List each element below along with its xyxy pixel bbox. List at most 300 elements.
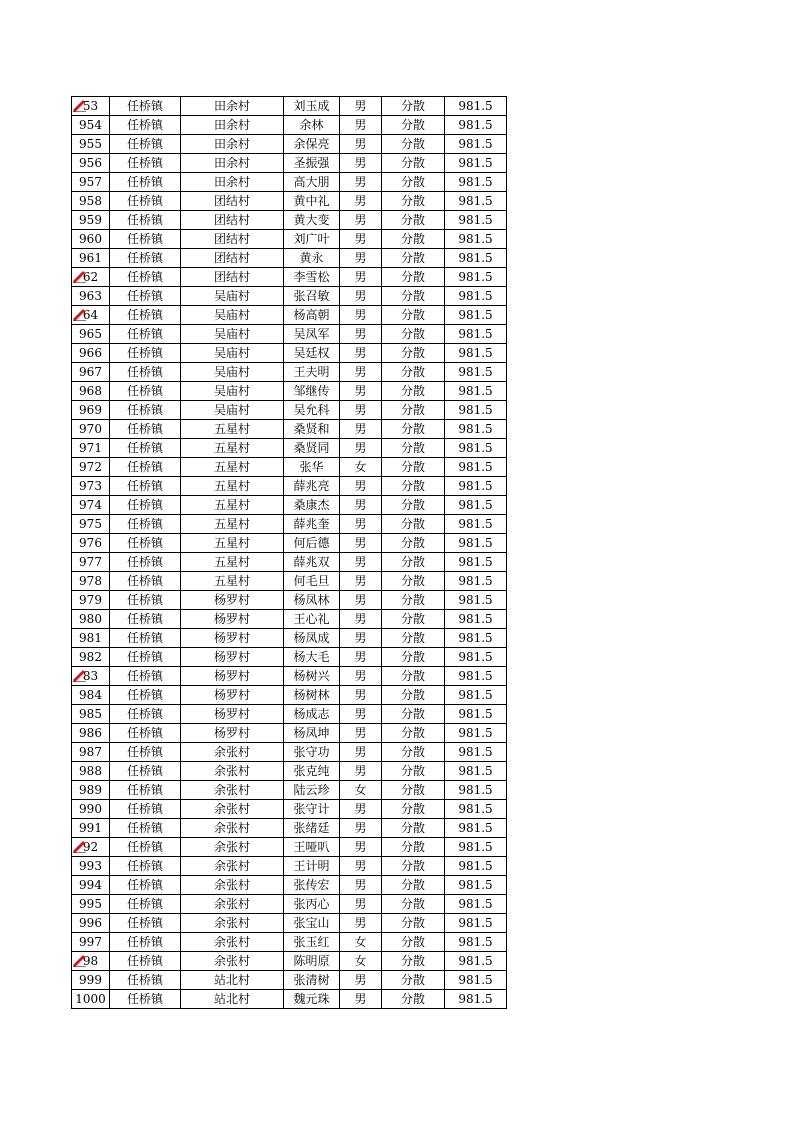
town-cell[interactable]: 任桥镇 <box>110 306 181 325</box>
support-type-cell[interactable]: 分散 <box>382 325 445 344</box>
amount-cell[interactable]: 981.5 <box>445 553 507 572</box>
row-number-cell[interactable]: 981 <box>72 629 110 648</box>
amount-cell[interactable]: 981.5 <box>445 952 507 971</box>
gender-cell[interactable]: 男 <box>340 268 382 287</box>
support-type-cell[interactable]: 分散 <box>382 857 445 876</box>
gender-cell[interactable]: 男 <box>340 990 382 1009</box>
gender-cell[interactable]: 男 <box>340 553 382 572</box>
row-number-cell[interactable]: 969 <box>72 401 110 420</box>
support-type-cell[interactable]: 分散 <box>382 268 445 287</box>
town-cell[interactable]: 任桥镇 <box>110 211 181 230</box>
town-cell[interactable]: 任桥镇 <box>110 876 181 895</box>
gender-cell[interactable]: 男 <box>340 515 382 534</box>
village-cell[interactable]: 余张村 <box>181 952 284 971</box>
support-type-cell[interactable]: 分散 <box>382 819 445 838</box>
amount-cell[interactable]: 981.5 <box>445 838 507 857</box>
row-number-cell[interactable]: 987 <box>72 743 110 762</box>
gender-cell[interactable]: 男 <box>340 325 382 344</box>
row-number-cell[interactable]: 961 <box>72 249 110 268</box>
gender-cell[interactable]: 女 <box>340 458 382 477</box>
town-cell[interactable]: 任桥镇 <box>110 515 181 534</box>
amount-cell[interactable]: 981.5 <box>445 97 507 116</box>
town-cell[interactable]: 任桥镇 <box>110 838 181 857</box>
village-cell[interactable]: 团结村 <box>181 249 284 268</box>
gender-cell[interactable]: 女 <box>340 933 382 952</box>
person-name-cell[interactable]: 圣振强 <box>284 154 340 173</box>
amount-cell[interactable]: 981.5 <box>445 325 507 344</box>
person-name-cell[interactable]: 张守计 <box>284 800 340 819</box>
gender-cell[interactable]: 男 <box>340 610 382 629</box>
town-cell[interactable]: 任桥镇 <box>110 97 181 116</box>
gender-cell[interactable]: 男 <box>340 211 382 230</box>
gender-cell[interactable]: 男 <box>340 363 382 382</box>
row-number-cell[interactable]: 986 <box>72 724 110 743</box>
support-type-cell[interactable]: 分散 <box>382 895 445 914</box>
village-cell[interactable]: 余张村 <box>181 800 284 819</box>
row-number-cell[interactable]: 954 <box>72 116 110 135</box>
village-cell[interactable]: 五星村 <box>181 439 284 458</box>
support-type-cell[interactable]: 分散 <box>382 211 445 230</box>
row-number-cell[interactable] <box>72 306 110 325</box>
village-cell[interactable]: 五星村 <box>181 515 284 534</box>
amount-cell[interactable]: 981.5 <box>445 496 507 515</box>
town-cell[interactable]: 任桥镇 <box>110 363 181 382</box>
row-number-cell[interactable]: 958 <box>72 192 110 211</box>
town-cell[interactable]: 任桥镇 <box>110 591 181 610</box>
person-name-cell[interactable]: 桑贤同 <box>284 439 340 458</box>
amount-cell[interactable]: 981.5 <box>445 173 507 192</box>
amount-cell[interactable]: 981.5 <box>445 420 507 439</box>
amount-cell[interactable]: 981.5 <box>445 857 507 876</box>
support-type-cell[interactable]: 分散 <box>382 116 445 135</box>
amount-cell[interactable]: 981.5 <box>445 268 507 287</box>
amount-cell[interactable]: 981.5 <box>445 230 507 249</box>
amount-cell[interactable]: 981.5 <box>445 287 507 306</box>
amount-cell[interactable]: 981.5 <box>445 249 507 268</box>
person-name-cell[interactable]: 薛兆亮 <box>284 477 340 496</box>
village-cell[interactable]: 五星村 <box>181 420 284 439</box>
row-number-cell[interactable] <box>72 667 110 686</box>
gender-cell[interactable]: 男 <box>340 192 382 211</box>
town-cell[interactable]: 任桥镇 <box>110 743 181 762</box>
town-cell[interactable]: 任桥镇 <box>110 781 181 800</box>
gender-cell[interactable]: 男 <box>340 135 382 154</box>
village-cell[interactable]: 吴庙村 <box>181 344 284 363</box>
gender-cell[interactable]: 男 <box>340 591 382 610</box>
person-name-cell[interactable]: 张传宏 <box>284 876 340 895</box>
village-cell[interactable]: 团结村 <box>181 211 284 230</box>
amount-cell[interactable]: 981.5 <box>445 610 507 629</box>
person-name-cell[interactable]: 杨高朝 <box>284 306 340 325</box>
amount-cell[interactable]: 981.5 <box>445 781 507 800</box>
support-type-cell[interactable]: 分散 <box>382 610 445 629</box>
gender-cell[interactable]: 男 <box>340 534 382 553</box>
support-type-cell[interactable]: 分散 <box>382 382 445 401</box>
person-name-cell[interactable]: 薛兆奎 <box>284 515 340 534</box>
support-type-cell[interactable]: 分散 <box>382 838 445 857</box>
gender-cell[interactable]: 男 <box>340 895 382 914</box>
support-type-cell[interactable]: 分散 <box>382 572 445 591</box>
gender-cell[interactable]: 女 <box>340 952 382 971</box>
gender-cell[interactable]: 男 <box>340 629 382 648</box>
person-name-cell[interactable]: 杨凤坤 <box>284 724 340 743</box>
village-cell[interactable]: 吴庙村 <box>181 382 284 401</box>
gender-cell[interactable]: 男 <box>340 724 382 743</box>
row-number-cell[interactable]: 970 <box>72 420 110 439</box>
town-cell[interactable]: 任桥镇 <box>110 990 181 1009</box>
row-number-cell[interactable]: 973 <box>72 477 110 496</box>
village-cell[interactable]: 站北村 <box>181 971 284 990</box>
gender-cell[interactable]: 男 <box>340 686 382 705</box>
person-name-cell[interactable]: 张清树 <box>284 971 340 990</box>
support-type-cell[interactable]: 分散 <box>382 135 445 154</box>
gender-cell[interactable]: 男 <box>340 743 382 762</box>
person-name-cell[interactable]: 桑贤和 <box>284 420 340 439</box>
row-number-cell[interactable]: 995 <box>72 895 110 914</box>
town-cell[interactable]: 任桥镇 <box>110 800 181 819</box>
support-type-cell[interactable]: 分散 <box>382 363 445 382</box>
support-type-cell[interactable]: 分散 <box>382 990 445 1009</box>
gender-cell[interactable]: 男 <box>340 287 382 306</box>
support-type-cell[interactable]: 分散 <box>382 705 445 724</box>
support-type-cell[interactable]: 分散 <box>382 287 445 306</box>
amount-cell[interactable]: 981.5 <box>445 116 507 135</box>
row-number-cell[interactable]: 989 <box>72 781 110 800</box>
person-name-cell[interactable]: 刘玉成 <box>284 97 340 116</box>
gender-cell[interactable]: 男 <box>340 762 382 781</box>
amount-cell[interactable]: 981.5 <box>445 990 507 1009</box>
village-cell[interactable]: 团结村 <box>181 268 284 287</box>
row-number-cell[interactable]: 988 <box>72 762 110 781</box>
amount-cell[interactable]: 981.5 <box>445 762 507 781</box>
support-type-cell[interactable]: 分散 <box>382 154 445 173</box>
person-name-cell[interactable]: 黄大变 <box>284 211 340 230</box>
row-number-cell[interactable] <box>72 838 110 857</box>
town-cell[interactable]: 任桥镇 <box>110 895 181 914</box>
village-cell[interactable]: 五星村 <box>181 534 284 553</box>
support-type-cell[interactable]: 分散 <box>382 914 445 933</box>
amount-cell[interactable]: 981.5 <box>445 629 507 648</box>
row-number-cell[interactable]: 957 <box>72 173 110 192</box>
person-name-cell[interactable]: 何后德 <box>284 534 340 553</box>
town-cell[interactable]: 任桥镇 <box>110 705 181 724</box>
person-name-cell[interactable]: 薛兆双 <box>284 553 340 572</box>
amount-cell[interactable]: 981.5 <box>445 800 507 819</box>
town-cell[interactable]: 任桥镇 <box>110 401 181 420</box>
village-cell[interactable]: 杨罗村 <box>181 686 284 705</box>
support-type-cell[interactable]: 分散 <box>382 876 445 895</box>
person-name-cell[interactable]: 杨大毛 <box>284 648 340 667</box>
gender-cell[interactable]: 男 <box>340 705 382 724</box>
town-cell[interactable]: 任桥镇 <box>110 382 181 401</box>
amount-cell[interactable]: 981.5 <box>445 515 507 534</box>
support-type-cell[interactable]: 分散 <box>382 496 445 515</box>
person-name-cell[interactable]: 张召敏 <box>284 287 340 306</box>
gender-cell[interactable]: 男 <box>340 230 382 249</box>
person-name-cell[interactable]: 杨树兴 <box>284 667 340 686</box>
village-cell[interactable]: 杨罗村 <box>181 610 284 629</box>
town-cell[interactable]: 任桥镇 <box>110 458 181 477</box>
village-cell[interactable]: 站北村 <box>181 990 284 1009</box>
row-number-cell[interactable]: 968 <box>72 382 110 401</box>
support-type-cell[interactable]: 分散 <box>382 230 445 249</box>
town-cell[interactable]: 任桥镇 <box>110 572 181 591</box>
amount-cell[interactable]: 981.5 <box>445 876 507 895</box>
row-number-cell[interactable]: 976 <box>72 534 110 553</box>
village-cell[interactable]: 吴庙村 <box>181 325 284 344</box>
person-name-cell[interactable]: 邹继传 <box>284 382 340 401</box>
village-cell[interactable]: 吴庙村 <box>181 306 284 325</box>
person-name-cell[interactable]: 张宝山 <box>284 914 340 933</box>
town-cell[interactable]: 任桥镇 <box>110 648 181 667</box>
town-cell[interactable]: 任桥镇 <box>110 135 181 154</box>
village-cell[interactable]: 田余村 <box>181 97 284 116</box>
support-type-cell[interactable]: 分散 <box>382 173 445 192</box>
village-cell[interactable]: 田余村 <box>181 135 284 154</box>
village-cell[interactable]: 五星村 <box>181 458 284 477</box>
amount-cell[interactable]: 981.5 <box>445 344 507 363</box>
row-number-cell[interactable]: 955 <box>72 135 110 154</box>
row-number-cell[interactable]: 993 <box>72 857 110 876</box>
village-cell[interactable]: 余张村 <box>181 857 284 876</box>
village-cell[interactable]: 余张村 <box>181 933 284 952</box>
town-cell[interactable]: 任桥镇 <box>110 914 181 933</box>
gender-cell[interactable]: 男 <box>340 971 382 990</box>
town-cell[interactable]: 任桥镇 <box>110 667 181 686</box>
support-type-cell[interactable]: 分散 <box>382 952 445 971</box>
support-type-cell[interactable]: 分散 <box>382 192 445 211</box>
village-cell[interactable]: 余张村 <box>181 895 284 914</box>
town-cell[interactable]: 任桥镇 <box>110 952 181 971</box>
row-number-cell[interactable]: 996 <box>72 914 110 933</box>
amount-cell[interactable]: 981.5 <box>445 971 507 990</box>
gender-cell[interactable]: 男 <box>340 306 382 325</box>
town-cell[interactable]: 任桥镇 <box>110 762 181 781</box>
person-name-cell[interactable]: 吴允科 <box>284 401 340 420</box>
row-number-cell[interactable]: 984 <box>72 686 110 705</box>
town-cell[interactable]: 任桥镇 <box>110 192 181 211</box>
person-name-cell[interactable]: 王计明 <box>284 857 340 876</box>
town-cell[interactable]: 任桥镇 <box>110 287 181 306</box>
town-cell[interactable]: 任桥镇 <box>110 496 181 515</box>
village-cell[interactable]: 杨罗村 <box>181 705 284 724</box>
row-number-cell[interactable]: 1000 <box>72 990 110 1009</box>
person-name-cell[interactable]: 张克纯 <box>284 762 340 781</box>
village-cell[interactable]: 余张村 <box>181 876 284 895</box>
person-name-cell[interactable]: 余林 <box>284 116 340 135</box>
town-cell[interactable]: 任桥镇 <box>110 724 181 743</box>
village-cell[interactable]: 余张村 <box>181 819 284 838</box>
village-cell[interactable]: 五星村 <box>181 496 284 515</box>
support-type-cell[interactable]: 分散 <box>382 686 445 705</box>
support-type-cell[interactable]: 分散 <box>382 420 445 439</box>
row-number-cell[interactable] <box>72 952 110 971</box>
town-cell[interactable]: 任桥镇 <box>110 116 181 135</box>
gender-cell[interactable]: 男 <box>340 876 382 895</box>
support-type-cell[interactable]: 分散 <box>382 933 445 952</box>
gender-cell[interactable]: 男 <box>340 914 382 933</box>
person-name-cell[interactable]: 张玉红 <box>284 933 340 952</box>
town-cell[interactable]: 任桥镇 <box>110 173 181 192</box>
village-cell[interactable]: 吴庙村 <box>181 363 284 382</box>
row-number-cell[interactable]: 997 <box>72 933 110 952</box>
person-name-cell[interactable]: 张绪廷 <box>284 819 340 838</box>
town-cell[interactable]: 任桥镇 <box>110 933 181 952</box>
village-cell[interactable]: 余张村 <box>181 914 284 933</box>
row-number-cell[interactable]: 956 <box>72 154 110 173</box>
gender-cell[interactable]: 女 <box>340 781 382 800</box>
town-cell[interactable]: 任桥镇 <box>110 230 181 249</box>
gender-cell[interactable]: 男 <box>340 382 382 401</box>
person-name-cell[interactable]: 王心礼 <box>284 610 340 629</box>
amount-cell[interactable]: 981.5 <box>445 667 507 686</box>
town-cell[interactable]: 任桥镇 <box>110 268 181 287</box>
person-name-cell[interactable]: 张华 <box>284 458 340 477</box>
gender-cell[interactable]: 男 <box>340 249 382 268</box>
row-number-cell[interactable]: 975 <box>72 515 110 534</box>
amount-cell[interactable]: 981.5 <box>445 895 507 914</box>
town-cell[interactable]: 任桥镇 <box>110 420 181 439</box>
village-cell[interactable]: 田余村 <box>181 154 284 173</box>
support-type-cell[interactable]: 分散 <box>382 724 445 743</box>
row-number-cell[interactable]: 982 <box>72 648 110 667</box>
amount-cell[interactable]: 981.5 <box>445 591 507 610</box>
village-cell[interactable]: 余张村 <box>181 743 284 762</box>
gender-cell[interactable]: 男 <box>340 838 382 857</box>
village-cell[interactable]: 田余村 <box>181 116 284 135</box>
amount-cell[interactable]: 981.5 <box>445 363 507 382</box>
row-number-cell[interactable]: 979 <box>72 591 110 610</box>
row-number-cell[interactable]: 978 <box>72 572 110 591</box>
town-cell[interactable]: 任桥镇 <box>110 325 181 344</box>
support-type-cell[interactable]: 分散 <box>382 667 445 686</box>
amount-cell[interactable]: 981.5 <box>445 135 507 154</box>
row-number-cell[interactable] <box>72 97 110 116</box>
support-type-cell[interactable]: 分散 <box>382 762 445 781</box>
gender-cell[interactable]: 男 <box>340 420 382 439</box>
town-cell[interactable]: 任桥镇 <box>110 971 181 990</box>
amount-cell[interactable]: 981.5 <box>445 192 507 211</box>
gender-cell[interactable]: 男 <box>340 97 382 116</box>
row-number-cell[interactable]: 967 <box>72 363 110 382</box>
village-cell[interactable]: 团结村 <box>181 230 284 249</box>
person-name-cell[interactable]: 李雪松 <box>284 268 340 287</box>
person-name-cell[interactable]: 杨树林 <box>284 686 340 705</box>
village-cell[interactable]: 五星村 <box>181 572 284 591</box>
amount-cell[interactable]: 981.5 <box>445 477 507 496</box>
town-cell[interactable]: 任桥镇 <box>110 477 181 496</box>
person-name-cell[interactable]: 吴廷权 <box>284 344 340 363</box>
row-number-cell[interactable]: 991 <box>72 819 110 838</box>
person-name-cell[interactable]: 杨成志 <box>284 705 340 724</box>
support-type-cell[interactable]: 分散 <box>382 591 445 610</box>
person-name-cell[interactable]: 王夫明 <box>284 363 340 382</box>
person-name-cell[interactable]: 杨凤林 <box>284 591 340 610</box>
amount-cell[interactable]: 981.5 <box>445 686 507 705</box>
village-cell[interactable]: 余张村 <box>181 762 284 781</box>
person-name-cell[interactable]: 何毛旦 <box>284 572 340 591</box>
support-type-cell[interactable]: 分散 <box>382 629 445 648</box>
town-cell[interactable]: 任桥镇 <box>110 553 181 572</box>
gender-cell[interactable]: 男 <box>340 857 382 876</box>
gender-cell[interactable]: 男 <box>340 154 382 173</box>
person-name-cell[interactable]: 刘广叶 <box>284 230 340 249</box>
row-number-cell[interactable]: 980 <box>72 610 110 629</box>
amount-cell[interactable]: 981.5 <box>445 306 507 325</box>
row-number-cell[interactable]: 972 <box>72 458 110 477</box>
row-number-cell[interactable] <box>72 268 110 287</box>
amount-cell[interactable]: 981.5 <box>445 458 507 477</box>
support-type-cell[interactable]: 分散 <box>382 781 445 800</box>
gender-cell[interactable]: 男 <box>340 477 382 496</box>
person-name-cell[interactable]: 杨凤成 <box>284 629 340 648</box>
support-type-cell[interactable]: 分散 <box>382 344 445 363</box>
row-number-cell[interactable]: 959 <box>72 211 110 230</box>
gender-cell[interactable]: 男 <box>340 667 382 686</box>
amount-cell[interactable]: 981.5 <box>445 572 507 591</box>
row-number-cell[interactable]: 960 <box>72 230 110 249</box>
person-name-cell[interactable]: 陆云珍 <box>284 781 340 800</box>
person-name-cell[interactable]: 黄中礼 <box>284 192 340 211</box>
support-type-cell[interactable]: 分散 <box>382 401 445 420</box>
gender-cell[interactable]: 男 <box>340 819 382 838</box>
support-type-cell[interactable]: 分散 <box>382 477 445 496</box>
town-cell[interactable]: 任桥镇 <box>110 439 181 458</box>
amount-cell[interactable]: 981.5 <box>445 724 507 743</box>
town-cell[interactable]: 任桥镇 <box>110 857 181 876</box>
amount-cell[interactable]: 981.5 <box>445 648 507 667</box>
town-cell[interactable]: 任桥镇 <box>110 534 181 553</box>
row-number-cell[interactable]: 985 <box>72 705 110 724</box>
amount-cell[interactable]: 981.5 <box>445 914 507 933</box>
person-name-cell[interactable]: 魏元珠 <box>284 990 340 1009</box>
amount-cell[interactable]: 981.5 <box>445 211 507 230</box>
row-number-cell[interactable]: 974 <box>72 496 110 515</box>
amount-cell[interactable]: 981.5 <box>445 439 507 458</box>
gender-cell[interactable]: 男 <box>340 496 382 515</box>
village-cell[interactable]: 余张村 <box>181 838 284 857</box>
gender-cell[interactable]: 男 <box>340 572 382 591</box>
town-cell[interactable]: 任桥镇 <box>110 154 181 173</box>
amount-cell[interactable]: 981.5 <box>445 382 507 401</box>
town-cell[interactable]: 任桥镇 <box>110 610 181 629</box>
support-type-cell[interactable]: 分散 <box>382 306 445 325</box>
support-type-cell[interactable]: 分散 <box>382 800 445 819</box>
support-type-cell[interactable]: 分散 <box>382 743 445 762</box>
row-number-cell[interactable]: 971 <box>72 439 110 458</box>
village-cell[interactable]: 团结村 <box>181 192 284 211</box>
amount-cell[interactable]: 981.5 <box>445 534 507 553</box>
village-cell[interactable]: 吴庙村 <box>181 287 284 306</box>
person-name-cell[interactable]: 桑康杰 <box>284 496 340 515</box>
town-cell[interactable]: 任桥镇 <box>110 819 181 838</box>
support-type-cell[interactable]: 分散 <box>382 439 445 458</box>
person-name-cell[interactable]: 陈明原 <box>284 952 340 971</box>
support-type-cell[interactable]: 分散 <box>382 458 445 477</box>
gender-cell[interactable]: 男 <box>340 648 382 667</box>
row-number-cell[interactable]: 963 <box>72 287 110 306</box>
support-type-cell[interactable]: 分散 <box>382 648 445 667</box>
support-type-cell[interactable]: 分散 <box>382 515 445 534</box>
row-number-cell[interactable]: 999 <box>72 971 110 990</box>
gender-cell[interactable]: 男 <box>340 401 382 420</box>
support-type-cell[interactable]: 分散 <box>382 97 445 116</box>
village-cell[interactable]: 田余村 <box>181 173 284 192</box>
person-name-cell[interactable]: 黄永 <box>284 249 340 268</box>
village-cell[interactable]: 余张村 <box>181 781 284 800</box>
town-cell[interactable]: 任桥镇 <box>110 686 181 705</box>
town-cell[interactable]: 任桥镇 <box>110 344 181 363</box>
